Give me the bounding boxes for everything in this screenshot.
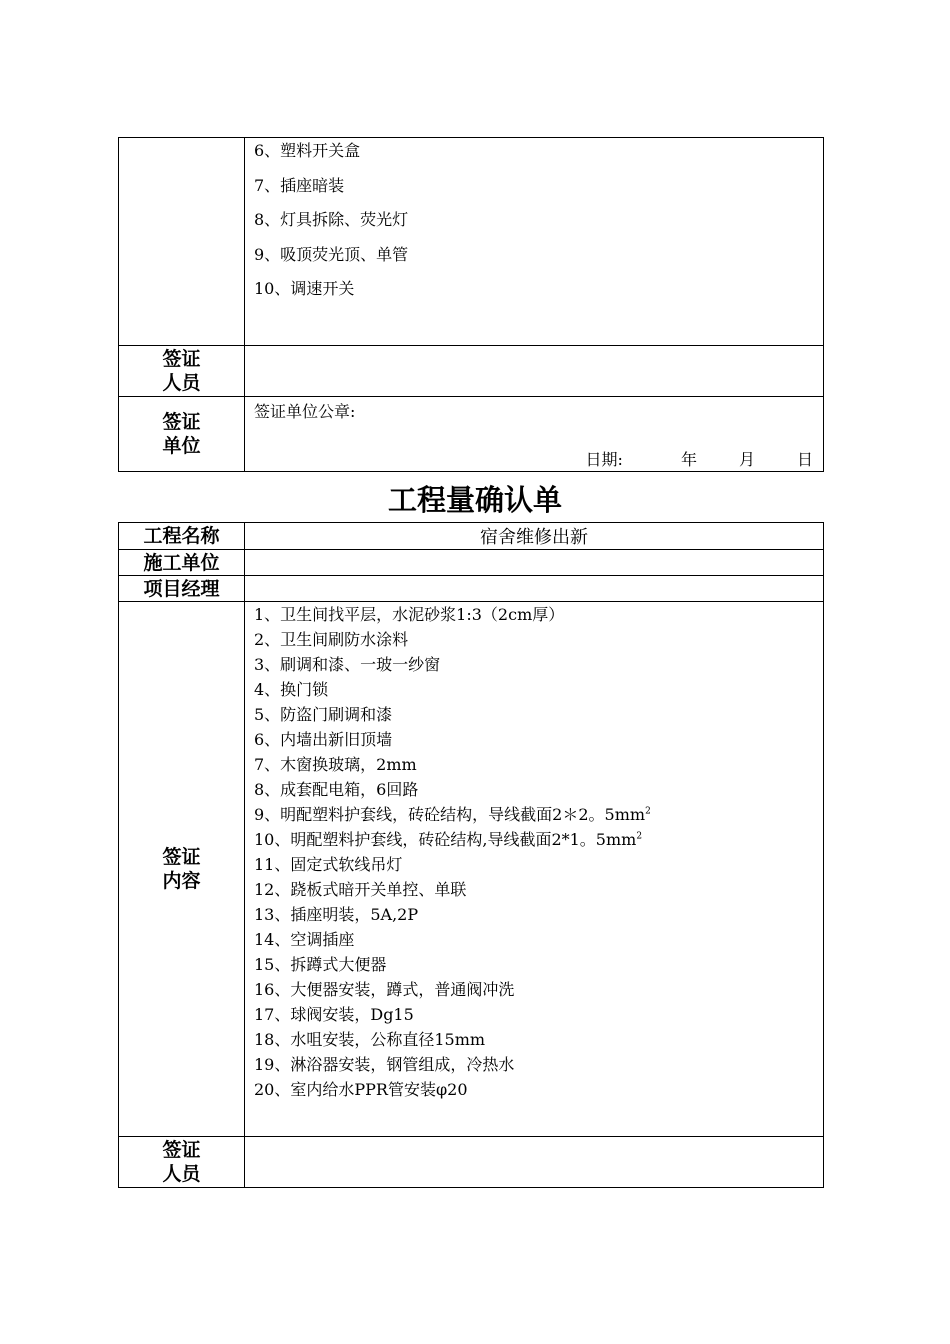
year-label: 年: [680, 450, 697, 469]
list-item: 8、成套配电箱，6回路: [254, 780, 419, 799]
blank-label-cell: [119, 138, 245, 346]
sign-unit-label: 签证 单位: [119, 397, 245, 472]
quantity-confirmation-table: [118, 522, 824, 1188]
list-item: 5、防盗门刷调和漆: [254, 705, 393, 724]
list-item: 9、吸顶荧光顶、单管: [254, 244, 409, 264]
list-item: 11、固定式软线吊灯: [254, 855, 403, 874]
stamp-cell: [245, 397, 824, 472]
list-item: 18、水咀安装，公称直径15mm: [254, 1030, 486, 1049]
continued-visa-table: [118, 137, 824, 472]
sign-person-label: 签证 人员: [119, 346, 245, 397]
manager-label: 项目经理: [119, 576, 245, 602]
superscript: 2: [645, 806, 651, 817]
day-label: 日: [796, 450, 813, 469]
list-item: 12、跷板式暗开关单控、单联: [254, 880, 467, 899]
project-name-value: 宿舍维修出新: [245, 523, 824, 550]
sign-person-value: [245, 1137, 824, 1188]
contractor-value: [245, 550, 824, 576]
page-title: 工程量确认单: [387, 483, 562, 517]
list-item: 17、球阀安装，Dg15: [254, 1005, 414, 1024]
list-item: 14、空调插座: [254, 930, 355, 949]
list-item: 6、内墙出新旧顶墙: [254, 730, 393, 749]
list-item: 7、木窗换玻璃，2mm: [254, 755, 417, 774]
list-item: 3、刷调和漆、一玻一纱窗: [254, 655, 441, 674]
stamp-text: 签证单位公章:: [254, 402, 356, 421]
date-label: 日期:: [585, 450, 623, 469]
list-item: 20、室内给水PPR管安装φ20: [254, 1080, 468, 1099]
list-item: 4、换门锁: [254, 680, 329, 699]
list-item: 6、塑料开关盒: [254, 141, 361, 160]
list-item: 1、卫生间找平层，水泥砂浆1:3（2cm厚）: [254, 605, 565, 624]
list-item: 7、插座暗装: [254, 175, 345, 195]
contractor-label: 施工单位: [119, 550, 245, 576]
sign-person-value: [245, 346, 824, 397]
list-item: 15、拆蹲式大便器: [254, 955, 387, 974]
content-items-cell: [245, 602, 824, 1137]
list-item: 8、灯具拆除、荧光灯: [254, 210, 409, 229]
list-item: 10、调速开关: [254, 279, 355, 298]
project-name-label: 工程名称: [119, 523, 245, 550]
list-item: 13、插座明装，5A,2P: [254, 905, 419, 924]
content-label: 签证 内容: [119, 602, 245, 1137]
month-label: 月: [738, 450, 755, 469]
date-line: [586, 447, 813, 470]
list-item: 2、卫生间刷防水涂料: [254, 630, 409, 649]
list-item: 9、明配塑料护套线，砖砼结构，导线截面2＊2。$5mm^2$: [254, 805, 651, 824]
list-item: 16、大便器安装，蹲式，普通阀冲洗: [254, 980, 515, 999]
continued-items-cell: [245, 138, 824, 346]
manager-value: [245, 576, 824, 602]
superscript: 2: [636, 831, 643, 842]
sign-person-label: 签证 人员: [119, 1137, 245, 1188]
list-item: 19、淋浴器安装，钢管组成，冷热水: [254, 1055, 515, 1074]
list-item: 10、明配塑料护套线，砖砼结构,导线截面2*1。$5mm^2$: [254, 830, 643, 849]
